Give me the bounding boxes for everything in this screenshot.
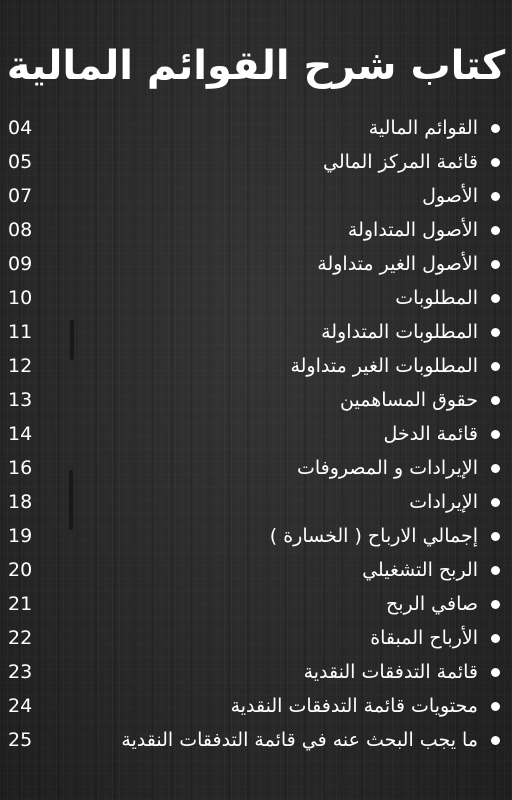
toc-item[interactable] — [0, 349, 512, 383]
toc-item-label: الربح التشغيلي — [362, 559, 478, 581]
bullet-icon — [491, 328, 500, 337]
toc-item-label: الأصول الغير متداولة — [317, 253, 478, 275]
toc-item-label: الأرباح المبقاة — [370, 627, 478, 649]
bullet-icon — [491, 226, 500, 235]
toc-page-number: 10 — [8, 287, 33, 309]
toc-item[interactable] — [0, 111, 512, 145]
toc-item-label: المطلوبات — [395, 287, 478, 309]
toc-page-number: 12 — [8, 355, 33, 377]
toc-item-label: الإيرادات — [409, 491, 478, 513]
bullet-icon — [491, 634, 500, 643]
toc-page-number: 21 — [8, 593, 33, 615]
bullet-icon — [491, 158, 500, 167]
toc-page-number: 04 — [8, 117, 33, 139]
toc-item[interactable] — [0, 281, 512, 315]
bullet-icon — [491, 192, 500, 201]
toc-page-number: 24 — [8, 695, 33, 717]
toc-item[interactable] — [0, 179, 512, 213]
toc-page-number: 11 — [8, 321, 33, 343]
toc-item[interactable] — [0, 587, 512, 621]
bullet-icon — [491, 532, 500, 541]
bullet-icon — [491, 702, 500, 711]
toc-page-number: 13 — [8, 389, 33, 411]
toc-item[interactable] — [0, 485, 512, 519]
toc-page-number: 05 — [8, 151, 33, 173]
bullet-icon — [491, 600, 500, 609]
bullet-icon — [491, 668, 500, 677]
toc-item-label: صافي الربح — [386, 593, 478, 615]
toc-item-label: محتويات قائمة التدفقات النقدية — [230, 695, 478, 717]
toc-item[interactable] — [0, 553, 512, 587]
bullet-icon — [491, 260, 500, 269]
toc-item[interactable] — [0, 417, 512, 451]
toc-item[interactable] — [0, 247, 512, 281]
toc-item[interactable] — [0, 723, 512, 757]
bullet-icon — [491, 498, 500, 507]
toc-page-number: 09 — [8, 253, 33, 275]
toc-item-label: الإيرادات و المصروفات — [297, 457, 478, 479]
toc-item-label: قائمة الدخل — [383, 423, 478, 445]
toc-item-label: ما يجب البحث عنه في قائمة التدفقات النقدية — [121, 729, 478, 751]
bullet-icon — [491, 736, 500, 745]
toc-page-number: 23 — [8, 661, 33, 683]
toc-item[interactable] — [0, 621, 512, 655]
toc-page-number: 18 — [8, 491, 33, 513]
toc-page-number: 22 — [8, 627, 33, 649]
bullet-icon — [491, 362, 500, 371]
toc-item[interactable] — [0, 451, 512, 485]
bullet-icon — [491, 396, 500, 405]
toc-item-label: الأصول المتداولة — [347, 219, 478, 241]
toc-item-label: قائمة المركز المالي — [323, 151, 478, 173]
toc-page-number: 08 — [8, 219, 33, 241]
toc-item-label: القوائم المالية — [368, 117, 478, 139]
toc-page-number: 19 — [8, 525, 33, 547]
toc-item[interactable] — [0, 655, 512, 689]
bullet-icon — [491, 294, 500, 303]
toc-item-label: المطلوبات المتداولة — [321, 321, 478, 343]
bullet-icon — [491, 430, 500, 439]
bullet-icon — [491, 566, 500, 575]
toc-page-number: 14 — [8, 423, 33, 445]
toc-page-number: 07 — [8, 185, 33, 207]
toc-item-label: حقوق المساهمين — [340, 389, 478, 411]
toc-page-number: 20 — [8, 559, 33, 581]
toc-item[interactable] — [0, 519, 512, 553]
toc-item-label: الأصول — [422, 185, 478, 207]
toc-page-number: 16 — [8, 457, 33, 479]
toc-item[interactable] — [0, 689, 512, 723]
table-of-contents — [0, 111, 512, 757]
toc-item[interactable] — [0, 383, 512, 417]
toc-page-number: 25 — [8, 729, 33, 751]
toc-item[interactable] — [0, 315, 512, 349]
toc-item[interactable] — [0, 145, 512, 179]
toc-item-label: قائمة التدفقات النقدية — [303, 661, 478, 683]
toc-item-label: المطلوبات الغير متداولة — [290, 355, 478, 377]
bullet-icon — [491, 124, 500, 133]
page-title: كتاب شرح القوائم المالية — [6, 42, 506, 89]
toc-item[interactable] — [0, 213, 512, 247]
toc-item-label: إجمالي الارباح ( الخسارة ) — [269, 525, 478, 547]
bullet-icon — [491, 464, 500, 473]
